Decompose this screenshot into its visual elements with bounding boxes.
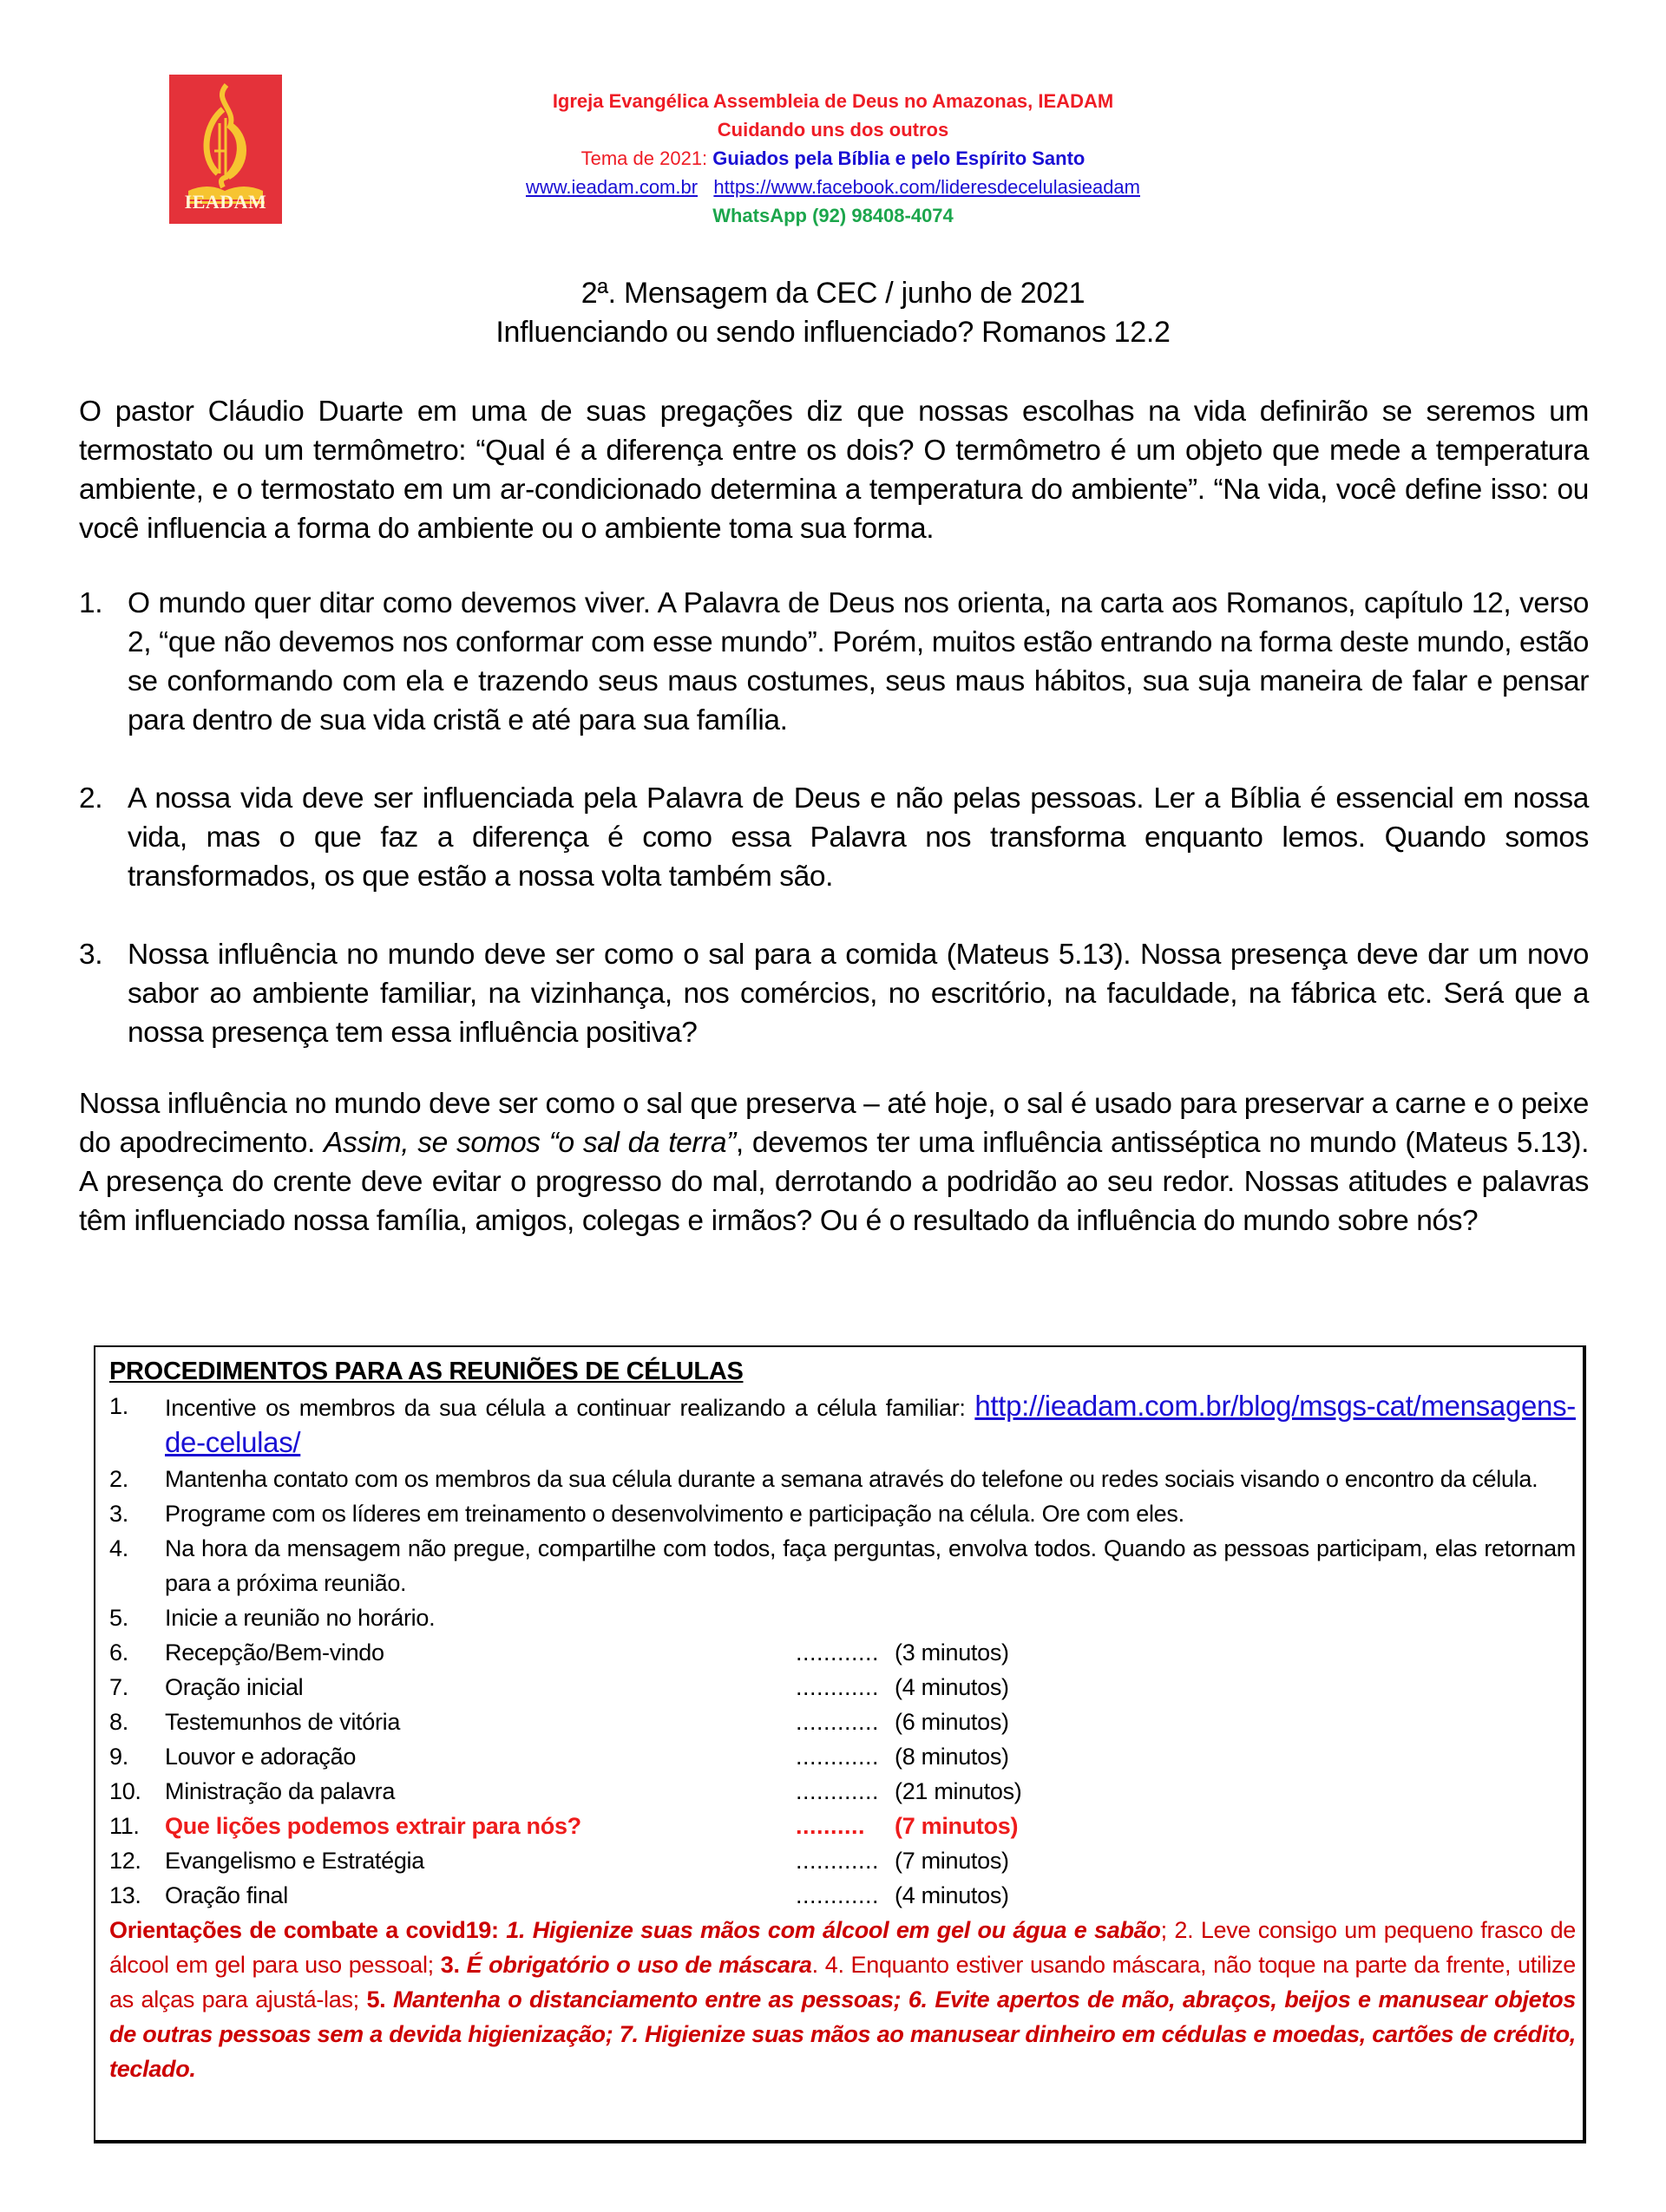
procedures-list <box>109 1389 1576 1913</box>
message-title-line2: Influenciando ou sendo influenciado? Romanos 12.2 <box>495 316 1171 349</box>
schedule-item-highlight <box>109 1809 1576 1843</box>
item-number: 7. <box>109 1674 128 1700</box>
item-number: 1. <box>109 1393 128 1419</box>
schedule-time: (7 minutos) <box>895 1813 1019 1839</box>
procedures-box <box>94 1345 1586 2143</box>
main-point <box>79 584 1589 740</box>
item-number: 12. <box>109 1848 141 1874</box>
schedule-dots: ............ <box>796 1882 880 1908</box>
schedule-label: Recepção/Bem-vindo <box>165 1639 384 1666</box>
closing-paragraph <box>79 1084 1589 1240</box>
covid-heading: Orientações de combate a covid19: <box>109 1917 507 1943</box>
closing-text-2: , devemos ter uma influência antisséptica no mundo (Mateus 5.13). A presença do crente deve evitar o progresso do mal, derrotando a podridão ao seu redor. Nossas atitudes e palavras têm influenciado nossa família, amigos, colegas e irmãos? Ou é o resultado da influência do mundo sobre nós? <box>79 1127 1589 1237</box>
website-link[interactable]: www.ieadam.com.br <box>525 176 699 198</box>
schedule-label: Oração inicial <box>165 1674 304 1700</box>
point-text: A nossa vida deve ser influenciada pela Palavra de Deus e não pelas pessoas. Ler a Bíblia é essencial em nossa vida, mas o que faz a diferença é como essa Palavra nos transforma enquanto lemos. Quando somos transformados, os que estão a nossa volta também são. <box>128 782 1589 893</box>
item-text: Inicie a reunião no horário. <box>165 1605 436 1631</box>
schedule-time: (4 minutos) <box>895 1882 1009 1908</box>
point-number: 1. <box>79 587 103 619</box>
schedule-dots: ............ <box>796 1744 880 1770</box>
theme-prefix: Tema de 2021: <box>580 147 713 169</box>
celulas-link[interactable]: http://ieadam.com.br/blog/msgs-cat/mensagens-de-celulas/ <box>165 1390 1576 1458</box>
schedule-dots: ............ <box>796 1674 880 1700</box>
theme-text: Guiados pela Bíblia e pelo Espírito Santo <box>712 147 1086 169</box>
schedule-time: (21 minutos) <box>895 1778 1022 1804</box>
links-row <box>364 173 1302 201</box>
covid-guideline-4: . 4. Enquanto estiver usando máscara, não toque na parte da frente, utilize as alças para ajustá-las; <box>109 1952 1576 2012</box>
schedule-item <box>109 1843 1576 1878</box>
schedule-time: (3 minutos) <box>895 1639 1009 1666</box>
schedule-item <box>109 1739 1576 1774</box>
schedule-time: (4 minutos) <box>895 1674 1009 1700</box>
item-number: 11. <box>109 1813 140 1839</box>
schedule-dots: ............ <box>796 1709 880 1735</box>
schedule-time: (8 minutos) <box>895 1744 1009 1770</box>
schedule-item <box>109 1878 1576 1913</box>
schedule-dots: ............ <box>796 1639 880 1666</box>
item-number: 5. <box>109 1605 128 1631</box>
covid-guideline-3: É obrigatório o uso de máscara <box>466 1952 812 1978</box>
item-number: 4. <box>109 1535 128 1561</box>
church-motto: Cuidando uns dos outros <box>717 119 949 141</box>
message-title-line1: 2ª. Mensagem da CEC / junho de 2021 <box>580 277 1086 310</box>
item-number: 8. <box>109 1709 128 1735</box>
schedule-item <box>109 1774 1576 1809</box>
item-text: Programe com os líderes em treinamento o desenvolvimento e participação na célula. Ore com eles. <box>165 1501 1184 1527</box>
year-theme <box>364 144 1302 173</box>
schedule-item <box>109 1670 1576 1705</box>
schedule-dots: .......... <box>796 1813 866 1839</box>
procedures-title: PROCEDIMENTOS PARA AS REUNIÕES DE CÉLULAS <box>109 1358 744 1385</box>
schedule-dots: ............ <box>796 1848 880 1874</box>
closing-italic: Assim, se somos “o sal da terra” <box>324 1127 736 1159</box>
covid-guideline-5-number: 5. <box>366 1986 393 2012</box>
main-point <box>79 779 1589 896</box>
item-number: 3. <box>109 1501 128 1527</box>
procedure-item <box>109 1600 1576 1635</box>
covid-guideline-2: ; 2. Leve consigo um pequeno frasco de álcool em gel para uso pessoal; <box>109 1917 1577 1978</box>
schedule-label: Evangelismo e Estratégia <box>165 1848 424 1874</box>
schedule-label: Ministração da palavra <box>165 1778 396 1804</box>
procedure-item <box>109 1462 1576 1496</box>
intro-paragraph: O pastor Cláudio Duarte em uma de suas pregações diz que nossas escolhas na vida definirão se seremos um termostato ou um termômetro: “Qual é a diferença entre os dois? O termômetro é um objeto que mede a temperatura ambiente, e o termostato em um ar-condicionado determina a temperatura do ambiente”. “Na vida, você define isso: ou você influencia a forma do ambiente ou o ambiente toma sua forma. <box>79 396 1589 545</box>
item-number: 9. <box>109 1744 128 1770</box>
ieadam-logo <box>169 75 282 224</box>
schedule-item <box>109 1635 1576 1670</box>
schedule-label: Que lições podemos extrair para nós? <box>165 1813 581 1839</box>
schedule-item <box>109 1705 1576 1739</box>
facebook-link[interactable]: https://www.facebook.com/lideresdecelulasieadam <box>713 176 1140 198</box>
covid-guidelines <box>109 1913 1576 2086</box>
procedure-item <box>109 1389 1576 1462</box>
main-point <box>79 935 1589 1052</box>
covid-guideline-1: 1. Higienize suas mãos com álcool em gel ou água e sabão <box>506 1917 1161 1943</box>
schedule-time: (7 minutos) <box>895 1848 1009 1874</box>
item-number: 2. <box>109 1466 128 1492</box>
message-title <box>0 274 1666 352</box>
item-text: Mantenha contato com os membros da sua célula durante a semana através do telefone ou redes sociais visando o encontro da célula. <box>165 1466 1538 1492</box>
church-name: Igreja Evangélica Assembleia de Deus no Amazonas, IEADAM <box>552 90 1114 112</box>
schedule-label: Louvor e adoração <box>165 1744 357 1770</box>
main-points-list <box>79 584 1589 1091</box>
schedule-label: Testemunhos de vitória <box>165 1709 401 1735</box>
item-number: 13. <box>109 1882 141 1908</box>
church-header <box>364 87 1302 230</box>
schedule-time: (6 minutos) <box>895 1709 1009 1735</box>
point-number: 3. <box>79 939 103 971</box>
covid-guideline-3-number: 3. <box>440 1952 467 1978</box>
closing-text-1: Nossa influência no mundo deve ser como o sal que preserva – até hoje, o sal é usado para preservar a carne e o peixe do apodrecimento. <box>79 1088 1589 1159</box>
whatsapp-contact: WhatsApp (92) 98408-4074 <box>712 205 954 226</box>
point-text: Nossa influência no mundo deve ser como o sal para a comida (Mateus 5.13). Nossa presença deve dar um novo sabor ao ambiente familiar, na vizinhança, nos comércios, no escritório, na faculdade, na fábrica etc. Será que a nossa presença tem essa influência positiva? <box>128 939 1589 1049</box>
item-text: Incentive os membros da sua célula a continuar realizando a célula familiar: <box>165 1395 975 1421</box>
item-number: 6. <box>109 1639 128 1666</box>
schedule-dots: ............ <box>796 1778 880 1804</box>
item-text: Na hora da mensagem não pregue, compartilhe com todos, faça perguntas, envolva todos. Quando as pessoas participam, elas retornam para a próxima reunião. <box>165 1535 1576 1596</box>
logo-text: IEADAM <box>184 191 267 213</box>
schedule-label: Oração final <box>165 1882 288 1908</box>
procedure-item <box>109 1496 1576 1531</box>
item-number: 10. <box>109 1778 141 1804</box>
point-text: O mundo quer ditar como devemos viver. A Palavra de Deus nos orienta, na carta aos Romanos, capítulo 12, verso 2, “que não devemos nos conformar com esse mundo”. Porém, muitos estão entrando na forma deste mundo, estão se conformando com ela e trazendo seus maus costumes, seus maus hábitos, sua suja maneira de falar e pensar para dentro de sua vida cristã e até para sua família. <box>128 587 1589 736</box>
point-number: 2. <box>79 782 103 815</box>
covid-guidelines-5-7: Mantenha o distanciamento entre as pessoas; 6. Evite apertos de mão, abraços, beijos e manusear objetos de outras pessoas sem a devida higienização; 7. Higienize suas mãos ao manusear dinheiro em cédulas e moedas, cartões de crédito, teclado. <box>109 1986 1577 2082</box>
procedure-item <box>109 1531 1576 1600</box>
